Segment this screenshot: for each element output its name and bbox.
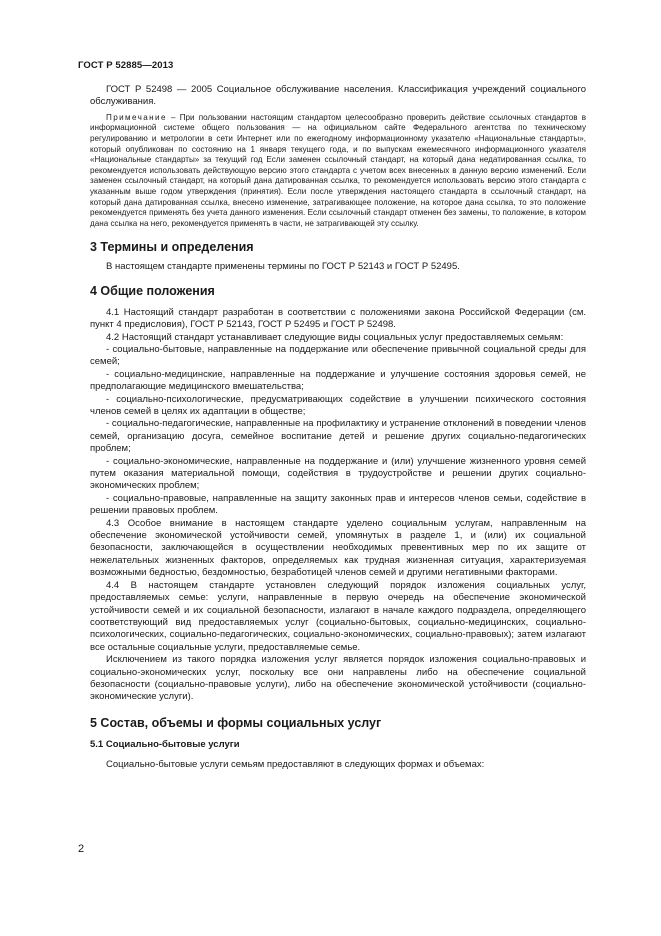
list-item-social-household: - социально-бытовые, направленные на поддержание или обеспечение привычной социальной среды для семей; [90, 343, 586, 368]
section-4-body [90, 307, 586, 704]
page-number: 2 [78, 843, 85, 855]
normative-reference-paragraph: ГОСТ Р 52498 — 2005 Социальное обслуживание населения. Классификация учреждений социального обслуживания. [90, 84, 586, 108]
list-item-social-economic: - социально-экономические, направленные на поддержание и (или) улучшение жизненного уровня семей путем оказания материальной помощи, содействия в трудоустройстве и решении других социально-экономических проблем; [90, 455, 586, 492]
note-label: Примечание [106, 112, 167, 122]
section-4-1: 4.1 Настоящий стандарт разработан в соответствии с положениями закона Российской Федерации (см. пункт 4 предисловия), ГОСТ Р 52143, ГОСТ Р 52495 и ГОСТ Р 52498. [90, 306, 586, 331]
note-paragraph: Примечание – При пользовании настоящим стандартом целесообразно проверить действие ссылочных стандартов в информационной системе общего пользования — на официальном сайте Федерального агентства по техническому регулированию и метрологии в сети Интернет или по ежегодному информационному указателю «Национальные стандарты», который опубликован по состоянию на 1 января текущего года, и по выпускам ежемесячного информационного указателя «Национальные стандарты» за текущий год Если заменен ссылочный стандарт, на который дана недатированная ссылка, то рекомендуется использовать действующую версию этого стандарта с учетом всех внесенных в данную версию изменений. Если заменен ссылочный стандарт, на который дана датированная ссылка, то рекомендуется использовать версию этого стандарта с указанным выше годом утверждения (принятия). Если после утверждения настоящего стандарта в ссылочный стандарт, на который дана датированная ссылка, внесено изменение, затрагивающее положение, на которое дана ссылка, то это положение рекомендуется применять без учета данного изменения. Если ссылочный стандарт отменен без замены, то положение, в котором дана ссылка на него, рекомендуется применять в части, не затрагивающей эту ссылку. [90, 112, 586, 228]
section-5-1-heading: 5.1 Социально-бытовые услуги [90, 738, 240, 750]
document-header: ГОСТ Р 52885—2013 [78, 60, 174, 71]
section-4-2: 4.2 Настоящий стандарт устанавливает следующие виды социальных услуг предоставляемых семьям: [106, 331, 564, 343]
section-4-exception: Исключением из такого порядка изложения услуг является порядок изложения социально-правовых и социально-экономических услуг, поскольку все они направлены либо на обеспечение социальной безопасности (социально-правовые услуги), либо на обеспечение экономической устойчивости (социально-экономические услуги). [90, 654, 586, 703]
section-3-text: В настоящем стандарте применены термины по ГОСТ Р 52143 и ГОСТ Р 52495. [106, 261, 460, 273]
section-4-4: 4.4 В настоящем стандарте установлен следующий порядок изложения социальных услуг, предоставляемых семье: услуги, направленные в первую очередь на обеспечение экономической устойчивости семей и их социальной безопасности, излагают в начале каждого подраздела, определяющего соответствующий вид предоставляемых услуг (социально-бытовых, социально-медицинских, социально-психологических, социально-педагогических, социально-экономических, социально-правовых); затем излагают все остальные социальные услуги, предоставляемые семье. [90, 579, 586, 653]
section-3-heading: 3 Термины и определения [90, 240, 254, 255]
list-item-social-pedagogical: - социально-педагогические, направленные на профилактику и устранение отклонений в поведении членов семей, организацию досуга, семейное воспитание детей и решение других социально-педагогических проблем; [90, 418, 586, 455]
list-item-social-legal: - социально-правовые, направленные на защиту законных прав и интересов членов семьи, содействие в решении правовых проблем. [90, 492, 586, 517]
section-5-1-text: Социально-бытовые услуги семьям предоставляют в следующих формах и объемах: [106, 758, 485, 770]
list-item-social-psychological: - социально-психологические, предусматривающих содействие в улучшении психического состояния членов семей в целях их адаптации в обществе; [90, 393, 586, 417]
section-4-heading: 4 Общие положения [90, 283, 215, 298]
document-body [90, 84, 586, 771]
section-5-heading: 5 Состав, объемы и формы социальных услуг [90, 715, 382, 730]
section-4-3: 4.3 Особое внимание в настоящем стандарте уделено социальным услугам, направленным на обеспечение экономической устойчивости семей, упомянутых в разделе 1, и (или) их социальной безопасности, заключающейся в осуществлении необходимых превентивных мер по их защите от нежелательных жизненных факторов, определяемых как трудная жизненная ситуация, характеризуемая возможными бедностью, бездомностью, безработицей членов семей и другими негативными факторами. [90, 517, 586, 579]
note-text: При пользовании настоящим стандартом целесообразно проверить действие ссылочных стандартов в информационной системе общего пользования — на официальном сайте Федерального агентства по техническому регулированию и метрологии в сети Интернет или по ежегодному информационному указателю «Национальные стандарты», который опубликован по состоянию на 1 января текущего года, и по выпускам ежемесячного информационного указателя «Национальные стандарты» за текущий год Если заменен ссылочный стандарт, на который дана недатированная ссылка, то рекомендуется использовать действующую версию этого стандарта с учетом всех внесенных в данную версию изменений. Если заменен ссылочный стандарт, на который дана датированная ссылка, то рекомендуется использовать версию этого стандарта с указанным выше годом утверждения (принятия). Если после утверждения настоящего стандарта в ссылочный стандарт, на который дана датированная ссылка, внесено изменение, затрагивающее положение, на которое дана ссылка, то это положение рекомендуется применять без учета данного изменения. Если ссылочный стандарт отменен без замены, то положение, в котором дана ссылка на него, рекомендуется применять в части, не затрагивающей эту ссылку. [90, 112, 586, 228]
list-item-social-medical: - социально-медицинские, направленные на поддержание и улучшение состояния здоровья семей, не предполагающие медицинского вмешательства; [90, 368, 586, 393]
